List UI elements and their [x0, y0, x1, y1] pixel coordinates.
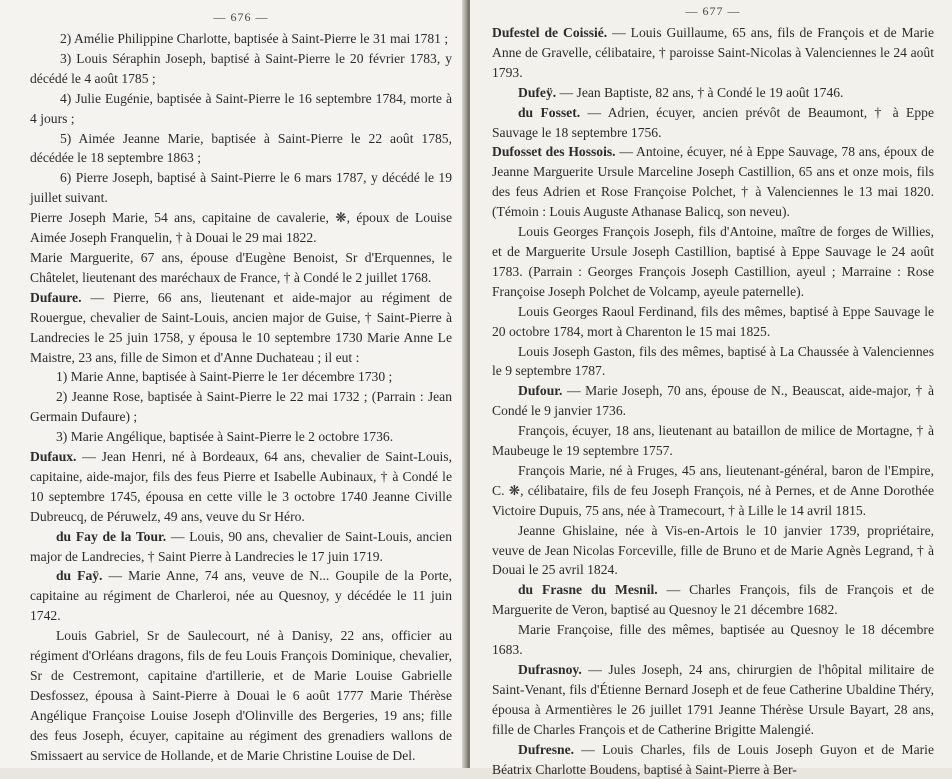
page-text: [30, 29, 452, 766]
entry-heading: Dufrasnoy.: [518, 662, 582, 677]
entry-paragraph: du Fosset. — Adrien, écuyer, ancien prévôt de Beaumont, † à Eppe Sauvage le 18 septembre 1756.: [492, 104, 934, 140]
entry-heading: Dufosset des Hossois.: [492, 144, 616, 160]
paragraph: 5) Aimée Jeanne Marie, baptisée à Saint-Pierre le 22 août 1785, décédée le 18 septembre 1863 ;: [30, 130, 452, 166]
entry-paragraph: Dufour. — Marie Joseph, 70 ans, épouse de N., Beauscat, aide-major, † à Condé le 9 janvier 1736.: [492, 383, 934, 419]
page-text: [492, 23, 934, 779]
entry-paragraph: Dufrasnoy. — Jules Joseph, 24 ans, chirurgien de l'hôpital militaire de Saint-Venant, fils d'Étienne Bernard Joseph et de feue Catherine Ubaldine Théry, épousa à Armentières le 26 juillet 1791 Jeanne Thérèse Ursule Bayart, 28 ans, fille de Charles François et de Catherine Brigitte Malengié.: [492, 662, 934, 737]
page-number: — 677 —: [685, 4, 741, 18]
left-page: [0, 0, 466, 768]
entry-paragraph: du Faÿ. — Marie Anne, 74 ans, veuve de N... Goupile de la Porte, capitaine au régiment de Charleroi, née au Quesnoy, y décédée le 11 juin 1742.: [30, 568, 452, 624]
paragraph: 6) Pierre Joseph, baptisé à Saint-Pierre le 6 mars 1787, y décédé le 19 juillet suivant.: [30, 170, 452, 206]
paragraph: Louis Joseph Gaston, fils des mêmes, baptisé à La Chaussée à Valenciennes le 9 septembre 1787.: [492, 343, 934, 379]
paragraph: 1) Marie Anne, baptisée à Saint-Pierre le 1er décembre 1730 ;: [56, 369, 393, 385]
entry-heading: Dufeÿ.: [518, 84, 557, 100]
entry-heading: Dufestel de Coissié.: [492, 25, 608, 40]
right-page: [470, 0, 952, 777]
entry-paragraph: du Fay de la Tour. — Louis, 90 ans, chevalier de Saint-Louis, ancien major de Landrecies, † Saint Pierre à Landrecies le 17 juin 1719.: [30, 528, 452, 564]
paragraph: Louis Georges François Joseph, fils d'Antoine, maître de forges de Willies, et de Marguerite Ursule Joseph Castillion, baptisé à Eppe Sauvage le 24 août 1783. (Parrain : Georges François Joseph Castillion, ayeul ; Marraine : Rose Françoise Joseph Polchet de Volcamp, ayeule paternelle).: [492, 224, 934, 299]
paragraph: 3) Marie Angélique, baptisée à Saint-Pierre le 2 octobre 1736.: [56, 429, 394, 445]
paragraph: 2) Jeanne Rose, baptisée à Saint-Pierre le 22 mai 1732 ; (Parrain : Jean Germain Dufaure) ;: [30, 389, 452, 425]
page-number: — 676 —: [213, 10, 269, 24]
entry-heading: du Faÿ.: [56, 568, 103, 584]
paragraph: Marie Françoise, fille des mêmes, baptisée au Quesnoy le 18 décembre 1683.: [492, 622, 934, 658]
entry-heading: Dufresne.: [518, 741, 575, 757]
paragraph: Louis Gabriel, Sr de Saulecourt, né à Danisy, 22 ans, officier au régiment d'Orléans dragons, fils de feu Louis François Dominique, chevalier, Sr de Cestremont, capitaine d'artillerie, et de Marie Louise Gabrielle Desfossez, épousa à Saint-Pierre à Douai le 6 août 1777 Marie Thérèse Angélique Françoise Louise Joseph d'Olinville des Bergeries, 19 ans; fille des feus Joseph, écuyer, capitaine au régiment des grenadiers wallons de Smissaert au service de Hollande, et de Marie Christine Louise de Del.: [30, 628, 452, 763]
entry-paragraph: du Frasne du Mesnil. — Charles François, fils de François et de Marguerite de Veron, baptisé au Quesnoy le 21 décembre 1682.: [492, 582, 934, 618]
entry-heading: Dufour.: [518, 383, 563, 399]
entry-paragraph: Dufestel de Coissié. — Louis Guillaume, 65 ans, fils de François et de Marie Anne de Gravelle, célibataire, † paroisse Saint-Nicolas à Valenciennes le 24 août 1793.: [492, 25, 934, 80]
entry-heading: du Fay de la Tour.: [56, 528, 167, 544]
paragraph: Pierre Joseph Marie, 54 ans, capitaine de cavalerie, ❋, époux de Louise Aimée Joseph Franquelin, † à Douai le 29 mai 1822.: [30, 210, 452, 246]
entry-paragraph: Dufaux. — Jean Henri, né à Bordeaux, 64 ans, chevalier de Saint-Louis, capitaine, aide-major, fils des feus Pierre et Isabelle Aubinaux, † à Condé le 10 septembre 1745, épousa en cette ville le 3 octobre 1740 Jeanne Civille Dubreucq, de Péruwelz, 49 ans, veuve du Sr Héro.: [30, 449, 452, 524]
paragraph: 3) Louis Séraphin Joseph, baptisé à Saint-Pierre le 20 février 1783, y décédé le 4 août 1785 ;: [30, 50, 452, 86]
paragraph: Marie Marguerite, 67 ans, épouse d'Eugène Benoist, Sr d'Erquennes, le Châtelet, lieutenant des maréchaux de France, † à Condé le 2 juillet 1768.: [30, 249, 452, 285]
entry-heading: du Frasne du Mesnil.: [518, 582, 658, 598]
entry-heading: du Fosset.: [518, 104, 581, 120]
paragraph: Louis Georges Raoul Ferdinand, fils des mêmes, baptisé à Eppe Sauvage le 20 octobre 1784, mort à Charenton le 15 mai 1825.: [492, 303, 934, 339]
entry-paragraph: Dufosset des Hossois. — Antoine, écuyer, né à Eppe Sauvage, 78 ans, époux de Jeanne Marguerite Ursule Marceline Joseph Castillion, 65 ans et onze mois, fils des feus Adrien et Rose Françoise Polchet, † à Valenciennes le 13 mai 1820. (Témoin : Louis Auguste Athanase Balicq, son neveu).: [492, 144, 934, 220]
entry-paragraph: Dufaure. — Pierre, 66 ans, lieutenant et aide-major au régiment de Rouergue, chevalier de Saint-Louis, ancien major de Guise, † Saint-Pierre à Landrecies le 25 juin 1758, y épousa le 10 septembre 1730 Marie Anne Le Maistre, 23 ans, fille de Simon et d'Anne Duchateau ; il eut :: [30, 289, 452, 365]
entry-heading: Dufaure.: [30, 289, 82, 305]
paragraph: Jeanne Ghislaine, née à Vis-en-Artois le 10 janvier 1739, propriétaire, veuve de Jean Nicolas Forceville, fille de Bruno et de Marie Agnès Legrand, † à Douai le 25 avril 1824.: [492, 522, 934, 578]
entry-paragraph: Dufresne. — Louis Charles, fils de Louis Joseph Guyon et de Marie Béatrix Charlotte Boudens, baptisé à Saint-Pierre à Ber-: [492, 741, 934, 777]
paragraph: François, écuyer, 18 ans, lieutenant au bataillon de milice de Mortagne, † à Maubeuge le 19 septembre 1757.: [492, 423, 934, 459]
paragraph: 4) Julie Eugénie, baptisée à Saint-Pierre le 16 septembre 1784, morte à 4 jours ;: [30, 90, 452, 126]
entry-heading: Dufaux.: [30, 449, 77, 465]
entry-paragraph: Dufeÿ. — Jean Baptiste, 82 ans, † à Condé le 19 août 1746.: [518, 84, 844, 100]
paragraph: 2) Amélie Philippine Charlotte, baptisée à Saint-Pierre le 31 mai 1781 ;: [60, 31, 449, 46]
paragraph: François Marie, né à Fruges, 45 ans, lieutenant-général, baron de l'Empire, C. ❋, célibataire, fils de feu Joseph François, né à Pernes, et de Anne Dorothée Victoire Dupuis, 75 ans, née à Tramecourt, † à Lille le 14 avril 1815.: [492, 462, 934, 518]
